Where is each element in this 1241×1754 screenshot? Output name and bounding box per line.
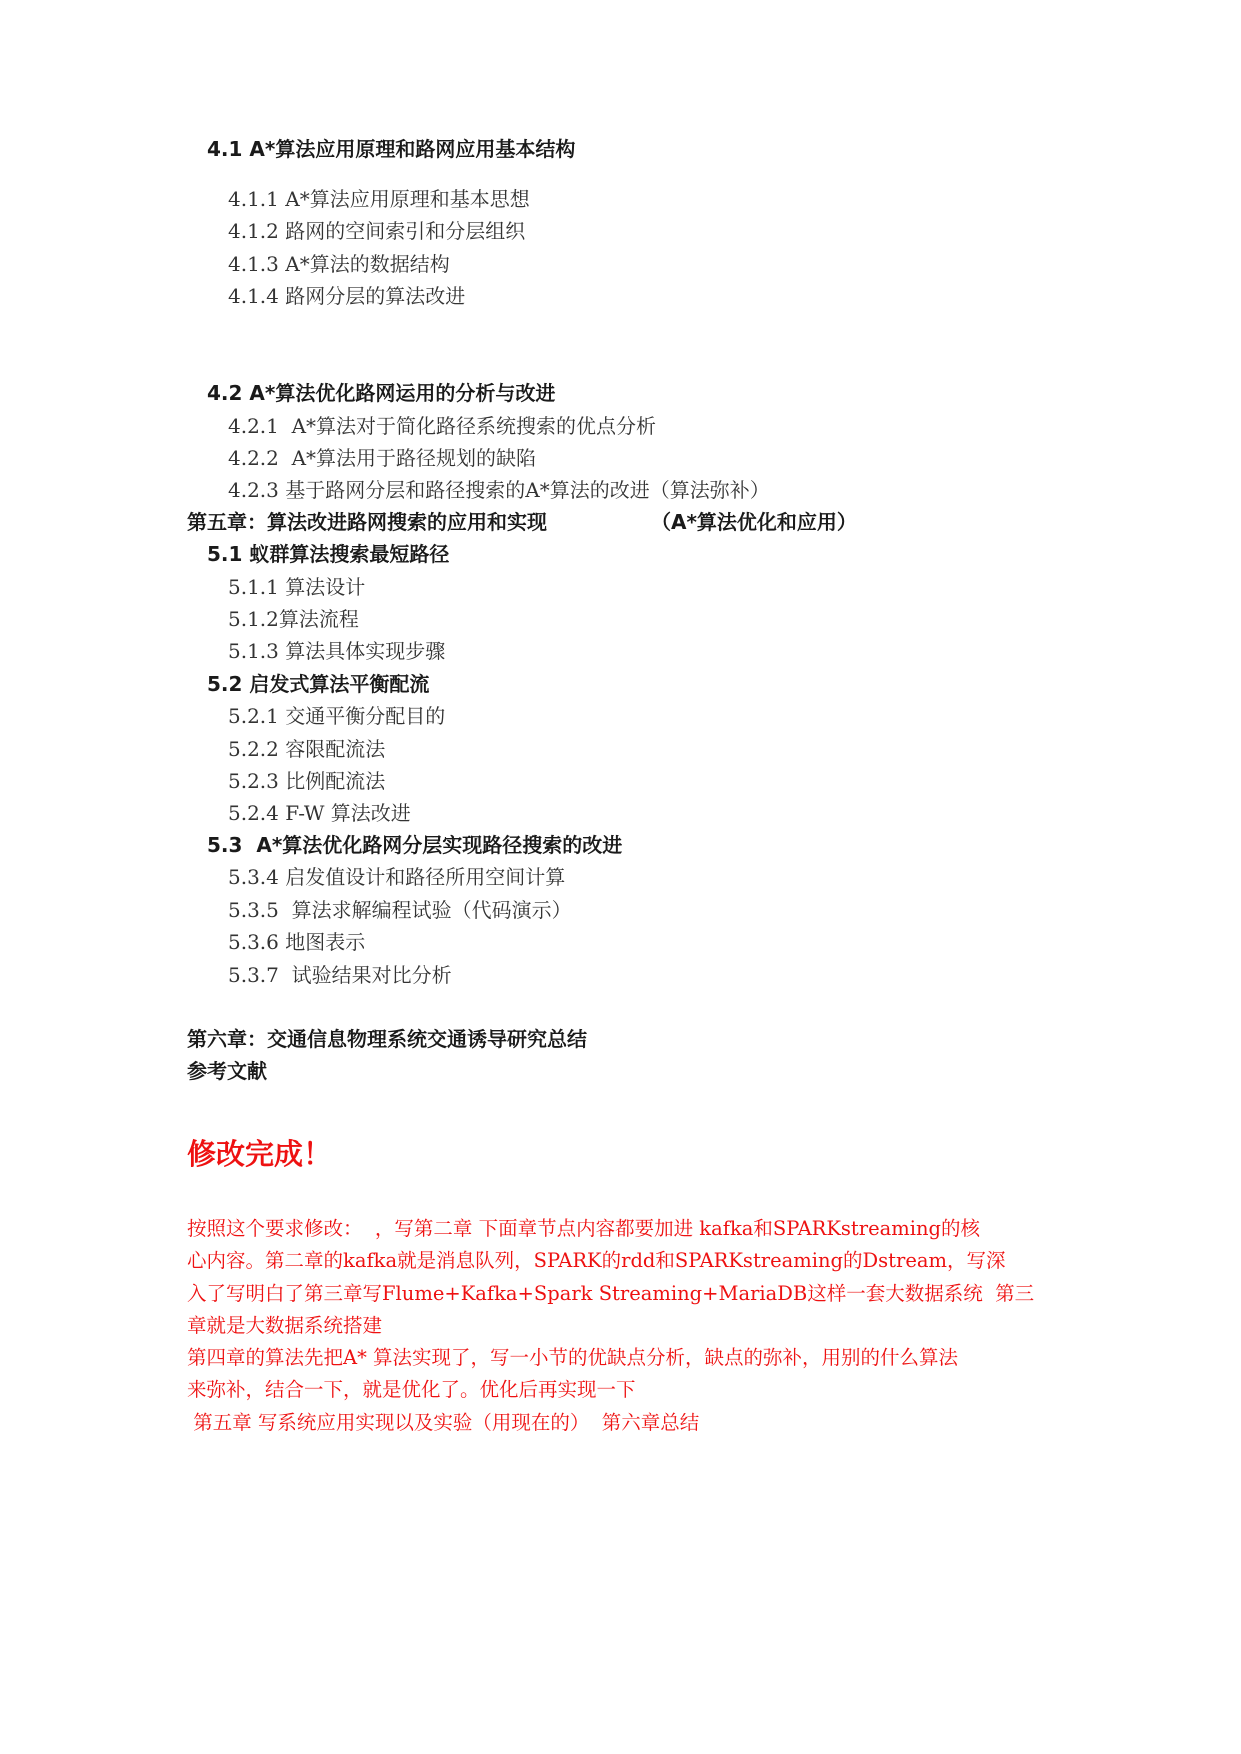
chapter-5-heading: 第五章：算法改进路网搜索的应用和实现 [187, 510, 547, 534]
toc-item: 5.1.3 算法具体实现步骤 [228, 639, 446, 663]
toc-item: 5.3.6 地图表示 [228, 930, 366, 954]
toc-item: 4.2.1 A*算法对于简化路径系统搜索的优点分析 [228, 414, 657, 438]
section-4-1-heading: 4.1 A*算法应用原理和路网应用基本结构 [207, 137, 576, 161]
toc-item: 4.2.3 基于路网分层和路径搜索的A*算法的改进（算法弥补） [228, 478, 770, 502]
toc-item: 4.1.1 A*算法应用原理和基本思想 [228, 187, 530, 211]
revision-done-label: 修改完成！ [187, 1137, 333, 1171]
revision-note-line: 第四章的算法先把A* 算法实现了，写一小节的优缺点分析，缺点的弥补，用别的什么算法 [187, 1346, 959, 1369]
toc-item: 5.1.1 算法设计 [228, 575, 366, 599]
toc-item: 5.2.2 容限配流法 [228, 737, 386, 761]
toc-item: 4.1.3 A*算法的数据结构 [228, 252, 450, 276]
chapter-6-heading: 第六章：交通信息物理系统交通诱导研究总结 [187, 1027, 587, 1051]
revision-note-line: 入了写明白了第三章写Flume+Kafka+Spark Streaming+MariaDB这样一套大数据系统 第三 [187, 1282, 1035, 1305]
revision-note-line: 章就是大数据系统搭建 [187, 1314, 383, 1337]
revision-note-line: 心内容。第二章的kafka就是消息队列，SPARK的rdd和SPARKstreaming的Dstream，写深 [187, 1249, 1006, 1272]
section-5-3-heading: 5.3 A*算法优化路网分层实现路径搜索的改进 [207, 833, 623, 857]
toc-item: 5.2.1 交通平衡分配目的 [228, 704, 446, 728]
revision-note-line: 第五章 写系统应用实现以及实验（用现在的） 第六章总结 [187, 1411, 700, 1434]
toc-item: 4.1.4 路网分层的算法改进 [228, 284, 466, 308]
revision-note-line: 按照这个要求修改： ，写第二章 下面章节点内容都要加进 kafka和SPARKstreaming的核 [187, 1217, 981, 1240]
toc-item: 5.3.4 启发值设计和路径所用空间计算 [228, 865, 566, 889]
toc-item: 5.1.2算法流程 [228, 607, 359, 631]
toc-item: 5.2.4 F-W 算法改进 [228, 801, 411, 825]
toc-item: 5.2.3 比例配流法 [228, 769, 386, 793]
references-heading: 参考文献 [187, 1059, 267, 1083]
toc-item: 5.3.7 试验结果对比分析 [228, 963, 452, 987]
toc-item: 4.2.2 A*算法用于路径规划的缺陷 [228, 446, 537, 470]
section-5-1-heading: 5.1 蚁群算法搜索最短路径 [207, 542, 450, 566]
section-5-2-heading: 5.2 启发式算法平衡配流 [207, 672, 430, 696]
toc-item: 5.3.5 算法求解编程试验（代码演示） [228, 898, 572, 922]
chapter-5-aside: （A*算法优化和应用） [651, 510, 857, 534]
section-4-2-heading: 4.2 A*算法优化路网运用的分析与改进 [207, 381, 556, 405]
revision-note-line: 来弥补，结合一下，就是优化了。优化后再实现一下 [187, 1378, 636, 1401]
toc-item: 4.1.2 路网的空间索引和分层组织 [228, 219, 526, 243]
